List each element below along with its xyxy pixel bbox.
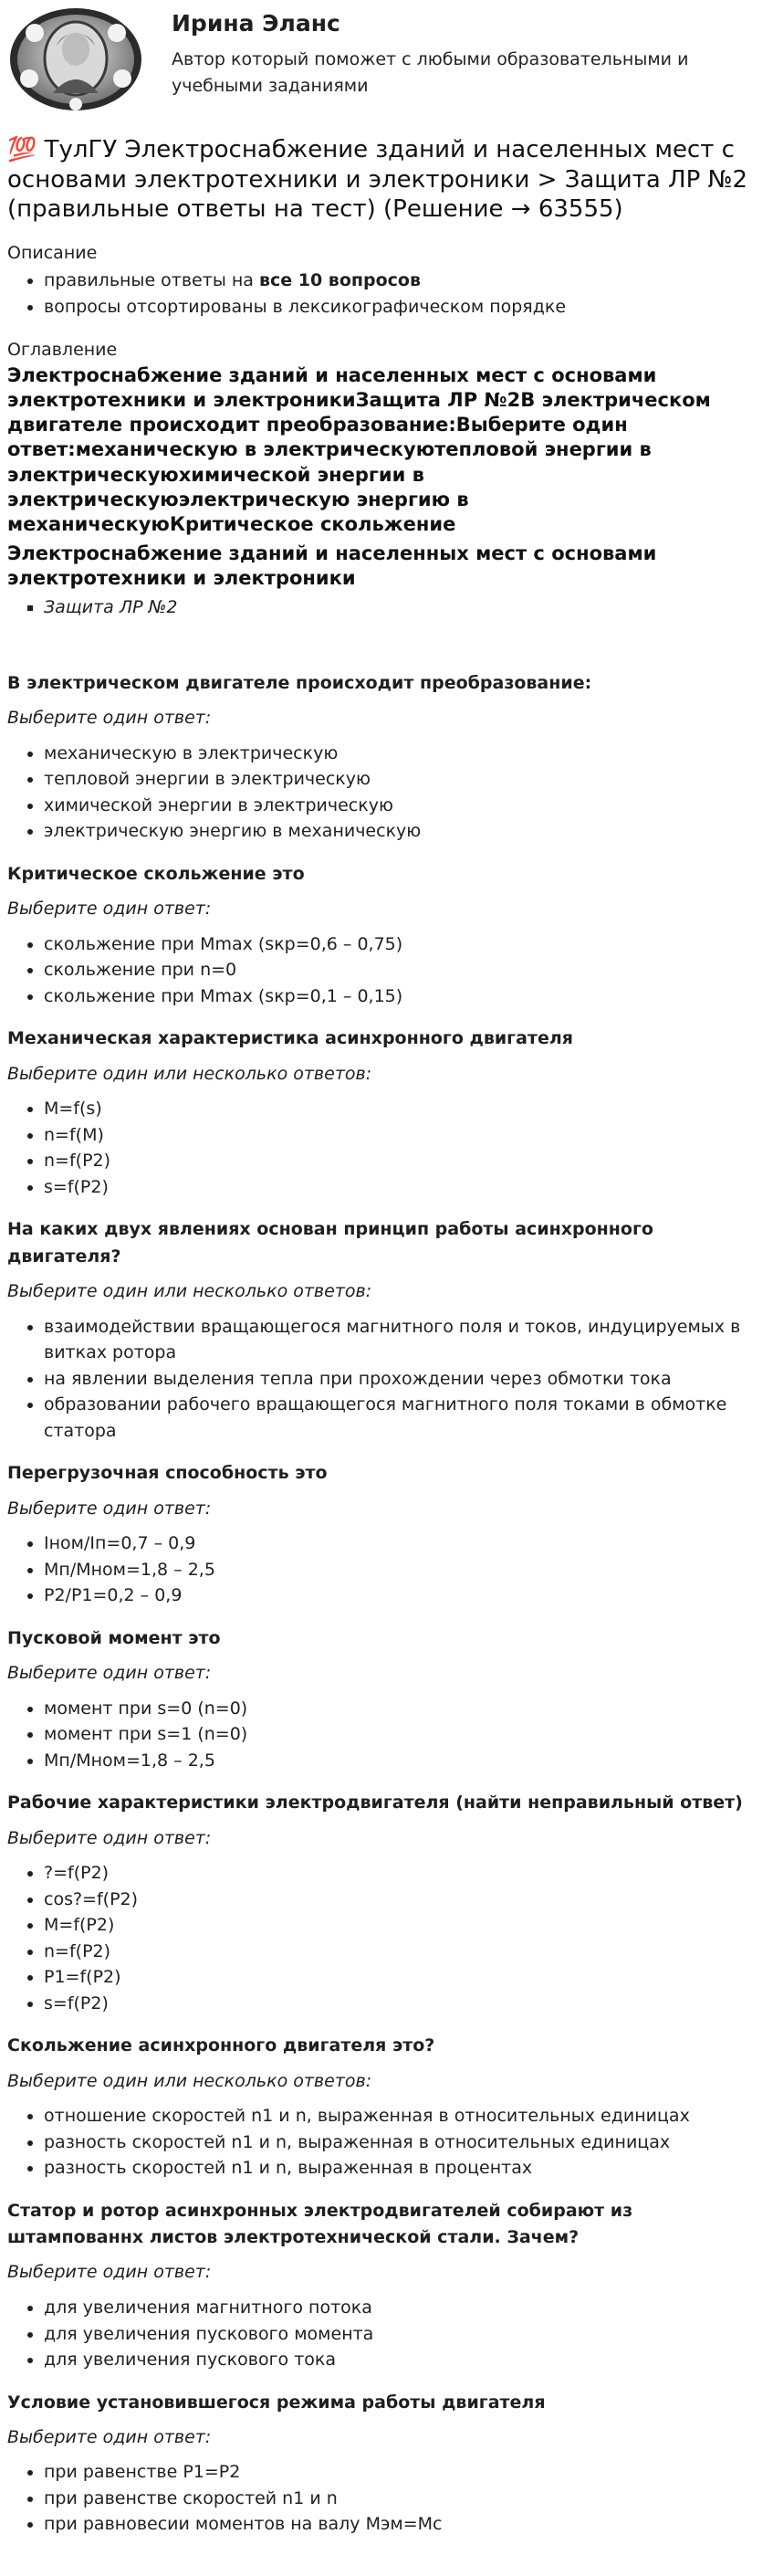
- answer-item: • ?=f(P2): [44, 1860, 760, 1887]
- question-hint: Выберите один ответ:: [7, 2426, 212, 2447]
- question-block: [7, 1460, 760, 1608]
- author-card: [7, 5, 760, 117]
- answer-item: • образовании рабочего вращающегося магнитного поля токами в обмотке статора: [44, 1392, 760, 1444]
- questions-list: [7, 670, 760, 2538]
- answer-item: • Мп/Мном=1,8 – 2,5: [44, 1557, 760, 1583]
- answer-item: • отношение скоростей n1 и n, выраженная в относительных единицах: [44, 2103, 760, 2129]
- answer-list: [7, 2295, 760, 2373]
- answer-item: • для увеличения пускового тока: [44, 2347, 760, 2373]
- toc-sublink[interactable]: ▪ Защита ЛР №2: [44, 594, 760, 621]
- answer-item: • разность скоростей n1 и n, выраженная в относительных единицах: [44, 2129, 760, 2156]
- question-hint: Выберите один ответ:: [7, 899, 212, 920]
- description-item: [44, 268, 760, 294]
- question-hint: Выберите один ответ:: [7, 708, 212, 729]
- description-item-text: правильные ответы на: [44, 270, 259, 291]
- answer-item: • скольжение при Mmax (sкр=0,1 – 0,15): [44, 983, 760, 1010]
- answer-item: • n=f(P2): [44, 1148, 760, 1174]
- question-hint: Выберите один или несколько ответов:: [7, 2070, 372, 2091]
- answer-item: • разность скоростей n1 и n, выраженная в процентах: [44, 2155, 760, 2182]
- description-item: • вопросы отсортированы в лексикографическом порядке: [44, 294, 760, 321]
- page-title: 💯 ТулГУ Электроснабжение зданий и населенных мест с основами электротехники и электроники > Защита ЛР №2 (правильные ответы на тест) (Решение → 63555): [7, 136, 748, 223]
- answer-item: • при равенстве скоростей n1 и n: [44, 2486, 760, 2512]
- answer-item: • s=f(P2): [44, 1174, 760, 1201]
- answer-list: [7, 1860, 760, 2016]
- answer-item: • механическую в электрическую: [44, 741, 760, 767]
- answer-item: • для увеличения пускового момента: [44, 2321, 760, 2348]
- answer-list: [7, 2459, 760, 2538]
- answer-item: • M=f(s): [44, 1096, 760, 1122]
- question-hint: Выберите один ответ:: [7, 1827, 212, 1848]
- answer-list: [7, 741, 760, 845]
- question-block: [7, 1216, 760, 1444]
- answer-item: • химической энергии в электрическую: [44, 793, 760, 819]
- question-block: [7, 670, 760, 845]
- answer-item: • M=f(P2): [44, 1912, 760, 1939]
- answer-item: • n=f(P2): [44, 1939, 760, 1965]
- question-block: [7, 1790, 760, 2016]
- answer-item: • скольжение при n=0: [44, 957, 760, 983]
- answer-list: [7, 1314, 760, 1445]
- question-hint: Выберите один или несколько ответов:: [7, 1281, 372, 1302]
- answer-item: • cos?=f(P2): [44, 1887, 760, 1913]
- question-title: Статор и ротор асинхронных электродвигателей собирают из штампованнх листов электротехнической стали. Зачем?: [7, 2200, 633, 2248]
- answer-item: • Р2/Р1=0,2 – 0,9: [44, 1582, 760, 1609]
- question-block: [7, 2033, 760, 2181]
- answer-item: • при равенстве Р1=Р2: [44, 2459, 760, 2486]
- question-hint: Выберите один ответ:: [7, 2262, 212, 2283]
- answer-list: [7, 1096, 760, 1200]
- question-hint: Выберите один ответ:: [7, 1663, 212, 1684]
- question-title: Условие установившегося режима работы двигателя: [7, 2392, 546, 2413]
- description-list: [7, 268, 760, 320]
- question-title: Перегрузочная способность это: [7, 1463, 328, 1484]
- question-title: В электрическом двигателе происходит преобразование:: [7, 672, 592, 693]
- answer-item: • тепловой энергии в электрическую: [44, 766, 760, 793]
- answer-list: [7, 1696, 760, 1774]
- answer-item: • скольжение при Mmax (sкр=0,6 – 0,75): [44, 931, 760, 958]
- answer-item: • на явлении выделения тепла при прохождении через обмотки тока: [44, 1366, 760, 1393]
- answer-list: [7, 931, 760, 1010]
- question-title: Рабочие характеристики электродвигателя (найти неправильный ответ): [7, 1793, 743, 1814]
- description-label: Описание: [7, 242, 98, 263]
- question-hint: Выберите один или несколько ответов:: [7, 1063, 372, 1084]
- question-title: На каких двух явлениях основан принцип работы асинхронного двигателя?: [7, 1219, 653, 1267]
- answer-item: • момент при s=0 (n=0): [44, 1696, 760, 1722]
- answer-item: • s=f(P2): [44, 1991, 760, 2017]
- question-title: Критическое скольжение это: [7, 863, 305, 884]
- question-title: Пусковой момент это: [7, 1627, 221, 1648]
- answer-item: • для увеличения магнитного потока: [44, 2295, 760, 2321]
- author-description: Автор который поможет с любыми образовательными и учебными заданиями: [172, 49, 689, 96]
- author-name[interactable]: Ирина Эланс: [172, 10, 340, 37]
- answer-list: [7, 2103, 760, 2182]
- answer-list: [7, 1530, 760, 1609]
- answer-item: • взаимодействии вращающегося магнитного поля и токов, индуцируемых в витках ротора: [44, 1314, 760, 1366]
- question-block: [7, 861, 760, 1009]
- answer-item: • момент при s=1 (n=0): [44, 1721, 760, 1748]
- avatar[interactable]: [7, 5, 144, 113]
- toc-link[interactable]: Электроснабжение зданий и населенных мест с основами электротехники и электроникиЗащита ЛР №2В электрическом двигателе происходит преобразование:Выберите один ответ:механическую в электрическуютепловой энергии в электрическуюхимической энергии в электрическуюэлектрическую энергию в механическуюКритическое скольжение: [7, 363, 711, 536]
- film-reel-avatar-icon: [7, 5, 144, 113]
- toc-link[interactable]: Электроснабжение зданий и населенных мест с основами электротехники и электроники: [7, 541, 657, 589]
- answer-item: • Мп/Мном=1,8 – 2,5: [44, 1748, 760, 1774]
- answer-item: • n=f(M): [44, 1122, 760, 1149]
- answer-item: • при равновесии моментов на валу Мэм=Мс: [44, 2511, 760, 2538]
- question-hint: Выберите один ответ:: [7, 1498, 212, 1519]
- question-title: Скольжение асинхронного двигателя это?: [7, 2035, 435, 2056]
- question-block: [7, 1625, 760, 1773]
- question-title: Механическая характеристика асинхронного двигателя: [7, 1028, 573, 1049]
- question-block: [7, 1025, 760, 1200]
- toc-label: Оглавление: [7, 340, 118, 361]
- question-block: [7, 2198, 760, 2373]
- question-block: [7, 2390, 760, 2538]
- answer-item: • электрическую энергию в механическую: [44, 818, 760, 845]
- description-item-bold: все 10 вопросов: [258, 270, 422, 291]
- answer-item: • Iном/Iп=0,7 – 0,9: [44, 1530, 760, 1557]
- toc-sublist: [7, 594, 760, 621]
- answer-item: • P1=f(P2): [44, 1964, 760, 1991]
